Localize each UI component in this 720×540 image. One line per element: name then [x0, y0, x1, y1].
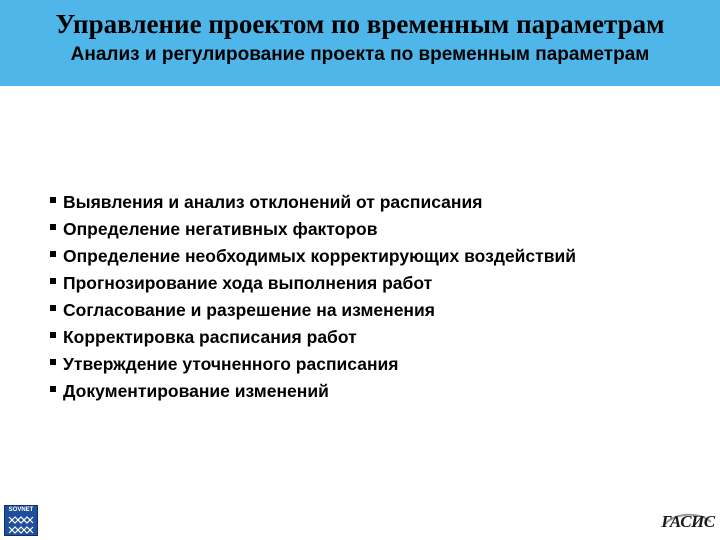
list-item [50, 216, 576, 243]
sovnet-logo-text: SOVNET [8, 507, 34, 513]
gasis-logo-text: ГАСИС [661, 512, 715, 531]
square-bullet-icon [50, 197, 56, 203]
list-item [50, 351, 576, 378]
page-title: Управление проектом по временным параметрам [55, 9, 665, 39]
list-item [50, 297, 576, 324]
bullet-list [50, 189, 576, 405]
gasis-logo [661, 510, 715, 534]
square-bullet-icon [50, 332, 56, 338]
list-item [50, 270, 576, 297]
list-item [50, 189, 576, 216]
list-item-text: Выявления и анализ отклонений от расписания [63, 192, 483, 212]
list-item-text: Корректировка расписания работ [63, 327, 357, 347]
list-item-text: Согласование и разрешение на изменения [63, 300, 435, 320]
list-item-text: Утверждение уточненного расписания [63, 354, 399, 374]
page-subtitle: Анализ и регулирование проекта по временным параметрам [70, 44, 650, 65]
list-item-text: Определение необходимых корректирующих воздействий [63, 246, 576, 266]
list-item-text: Документирование изменений [63, 381, 329, 401]
square-bullet-icon [50, 224, 56, 230]
list-item [50, 243, 576, 270]
square-bullet-icon [50, 386, 56, 392]
list-item-text: Прогнозирование хода выполнения работ [63, 273, 433, 293]
square-bullet-icon [50, 359, 56, 365]
sovnet-logo [4, 505, 38, 536]
square-bullet-icon [50, 251, 56, 257]
list-item-text: Определение негативных факторов [63, 219, 378, 239]
knot-pattern-icon [7, 515, 35, 535]
header-banner [0, 0, 720, 86]
square-bullet-icon [50, 305, 56, 311]
list-item [50, 378, 576, 405]
list-item [50, 324, 576, 351]
square-bullet-icon [50, 278, 56, 284]
